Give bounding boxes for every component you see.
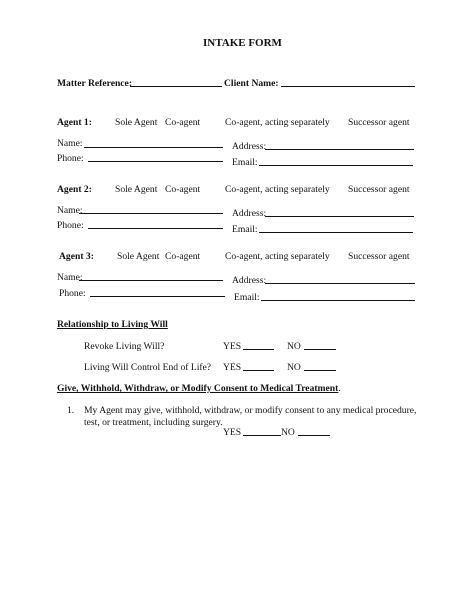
agent-phone-field[interactable] [88,161,223,162]
successor-agent-option[interactable]: Successor agent [348,251,410,262]
agent-phone-field[interactable] [88,228,223,229]
control-no-field[interactable] [304,370,336,371]
email-label: Email: [234,292,260,303]
successor-agent-option[interactable]: Successor agent [348,184,410,195]
name-label: Name: [57,205,83,216]
living-will-control-question: Living Will Control End of Life? [84,362,212,373]
client-name-field[interactable] [281,86,415,87]
yes-label: YES [223,341,242,352]
control-yes-field[interactable] [243,370,274,371]
revoke-no-field[interactable] [304,349,336,350]
consent-heading: Give, Withhold, Withdraw, or Modify Consent to Medical Treatment [57,383,339,394]
matter-reference-field[interactable] [130,86,222,87]
revoke-yes-field[interactable] [243,349,274,350]
client-name-label: Client Name: [224,78,279,89]
name-label: Name: [57,138,83,149]
agent-label: Agent 2: [57,184,92,195]
co-agent-option[interactable]: Co-agent [165,117,201,128]
agent-label: Agent 3: [59,251,94,262]
name-label: Name: [57,272,83,283]
email-label: Email: [232,157,258,168]
agent-name-field[interactable] [79,213,223,214]
agent-address-field[interactable] [265,283,415,284]
agent-label: Agent 1: [57,117,92,128]
consent-heading-suffix: . [338,383,341,394]
no-label: NO [287,341,301,352]
consent-item-text-line2: test, or treatment, including surgery. [84,417,223,428]
address-label: Address: [232,208,267,219]
item-number: 1. [67,405,75,416]
sole-agent-option[interactable]: Sole Agent [117,251,160,262]
sole-agent-option[interactable]: Sole Agent [115,184,158,195]
consent-heading-row [57,384,341,394]
phone-label: Phone: [57,153,84,164]
co-agent-separately-option[interactable]: Co-agent, acting separately [225,117,330,128]
co-agent-separately-option[interactable]: Co-agent, acting separately [225,184,330,195]
consent-yes-field[interactable] [243,435,281,436]
living-will-heading: Relationship to Living Will [57,319,168,330]
matter-reference-label: Matter Reference: [57,78,133,89]
email-label: Email: [232,224,258,235]
phone-label: Phone: [57,220,84,231]
consent-item-text-line1: My Agent may give, withhold, withdraw, or modify consent to any medical procedure, [84,405,417,416]
consent-no-field[interactable] [298,435,330,436]
yes-label: YES [223,427,242,438]
no-label: NO [287,362,301,373]
no-label: NO [281,427,295,438]
agent-email-field[interactable] [261,300,415,301]
agent-name-field[interactable] [84,147,223,148]
form-title: INTAKE FORM [203,37,282,49]
successor-agent-option[interactable]: Successor agent [348,117,410,128]
co-agent-option[interactable]: Co-agent [165,184,201,195]
address-label: Address: [232,275,267,286]
agent-address-field[interactable] [265,149,414,150]
address-label: Address: [232,141,267,152]
phone-label: Phone: [59,288,86,299]
agent-email-field[interactable] [259,232,413,233]
sole-agent-option[interactable]: Sole Agent [115,117,158,128]
co-agent-separately-option[interactable]: Co-agent, acting separately [225,251,330,262]
co-agent-option[interactable]: Co-agent [165,251,201,262]
agent-phone-field[interactable] [90,296,225,297]
agent-address-field[interactable] [265,216,414,217]
agent-name-field[interactable] [79,280,223,281]
revoke-living-will-question: Revoke Living Will? [84,341,165,352]
yes-label: YES [223,362,242,373]
agent-email-field[interactable] [259,165,413,166]
